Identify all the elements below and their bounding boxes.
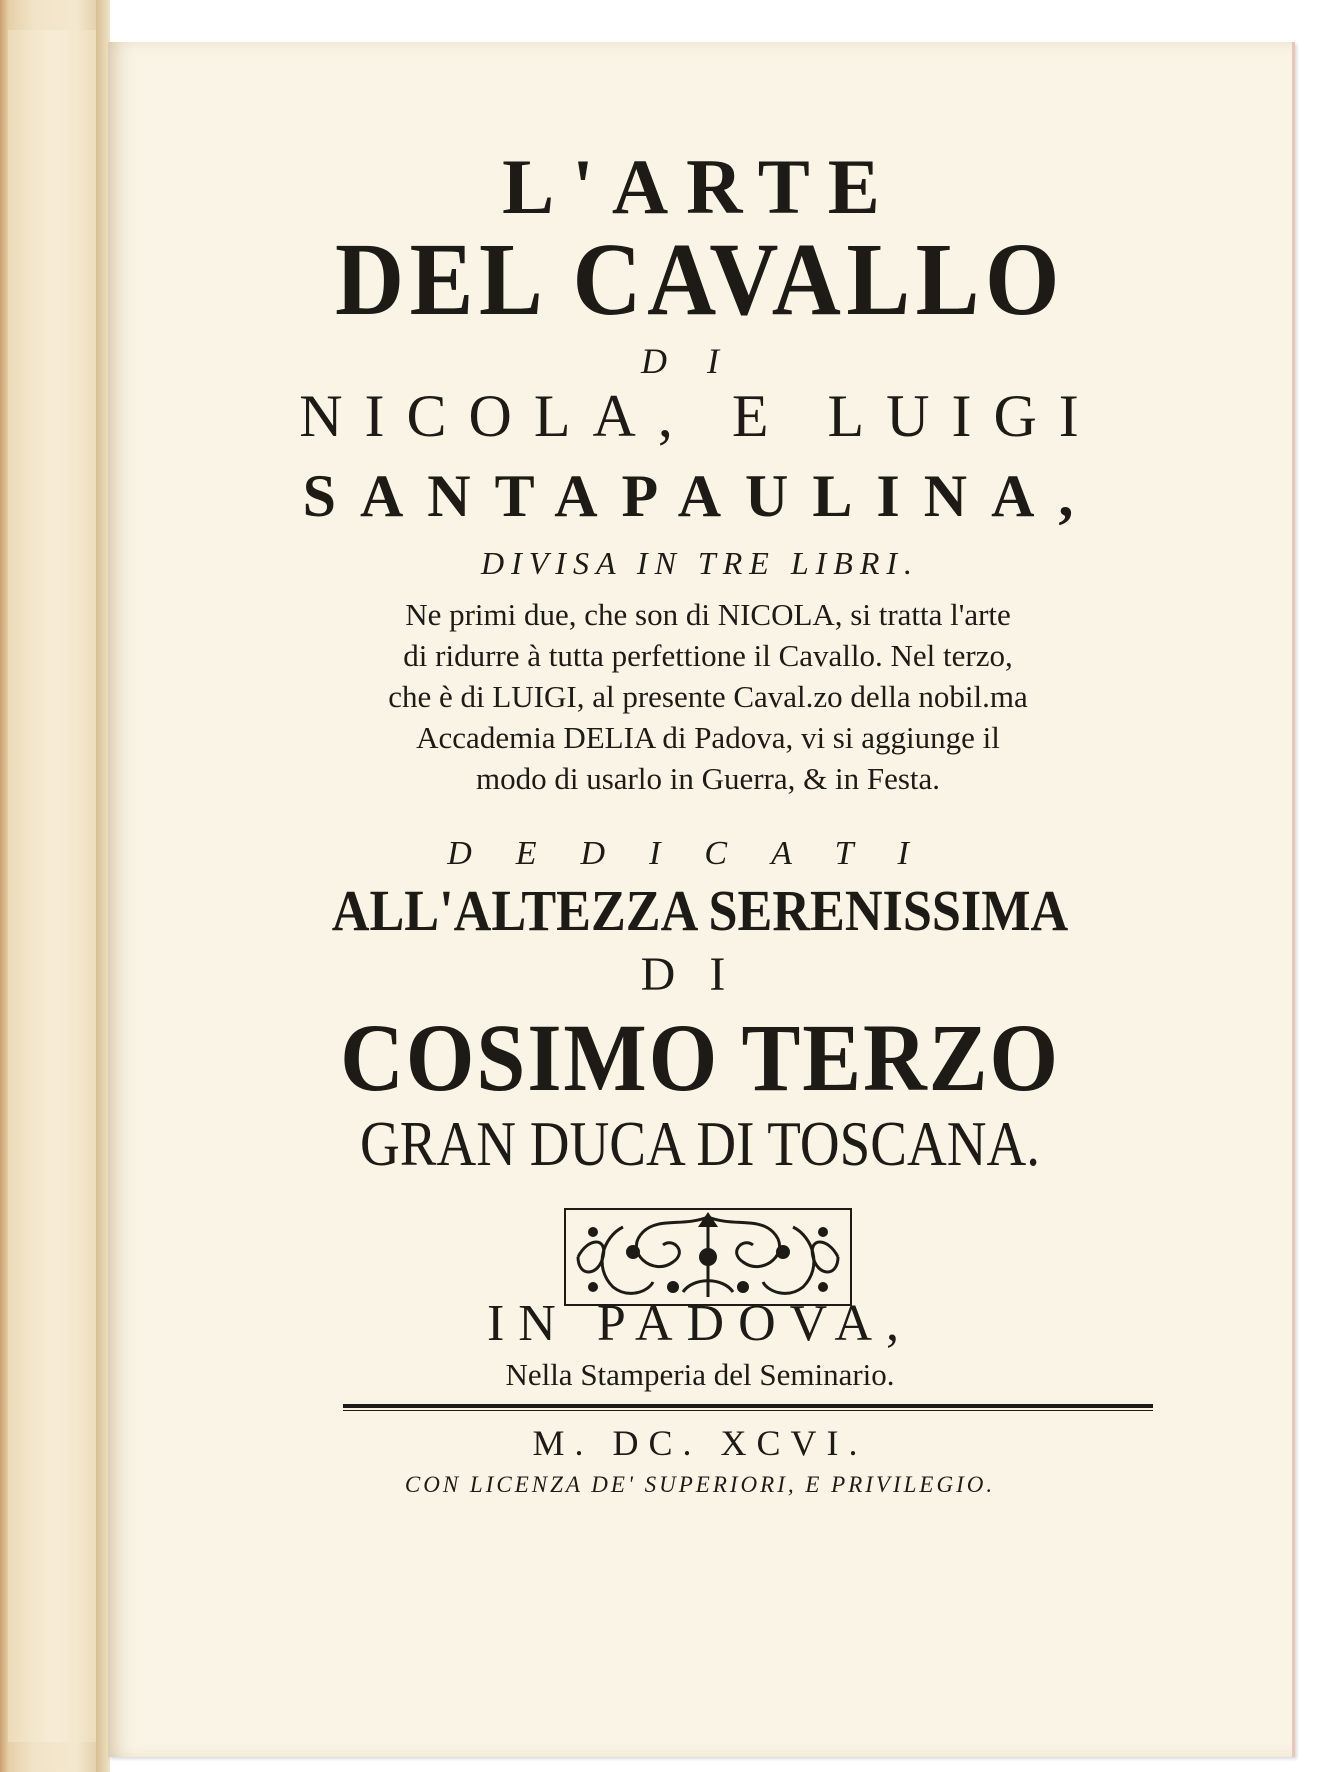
subtitle-divisa: DIVISA IN TRE LIBRI. xyxy=(480,545,920,581)
description-line: che è di LUIGI, al presente Caval.zo della nobil.ma xyxy=(388,679,1028,714)
title-line-di: DI xyxy=(641,341,759,381)
book-binding xyxy=(0,0,108,1772)
imprint-printer: Nella Stamperia del Seminario. xyxy=(505,1357,895,1392)
dedicatee-name: COSIMO TERZO xyxy=(340,1004,1060,1111)
title-page xyxy=(108,42,1295,1757)
description-line: Accademia DELIA di Padova, vi si aggiunge il xyxy=(416,720,1000,755)
description-line: modo di usarlo in Guerra, & in Festa. xyxy=(475,761,941,796)
fleuron-ornament-icon xyxy=(563,1207,853,1307)
author-names: NICOLA, E LUIGI xyxy=(299,383,1101,449)
imprint-place: IN PADOVA, xyxy=(486,1295,914,1352)
description-line: di ridurre à tutta perfettione il Cavallo. Nel terzo, xyxy=(403,638,1013,673)
title-line-larte: L'ARTE xyxy=(502,143,898,230)
description-line: Ne primi due, che son di NICOLA, si tratta l'arte xyxy=(405,597,1011,632)
author-surname: SANTAPAULINA, xyxy=(302,463,1098,529)
imprint-license: CON LICENZA DE' SUPERIORI, E PRIVILEGIO. xyxy=(404,1472,996,1497)
dedication-altezza: ALL'ALTEZZA SERENISSIMA xyxy=(331,878,1069,943)
dedication-label: DEDICATI xyxy=(447,835,953,872)
imprint-rule xyxy=(343,1404,1153,1411)
imprint-year: M. DC. XCVI. xyxy=(532,1423,868,1463)
description-paragraph xyxy=(278,594,1138,799)
dedicatee-title: GRAN DUCA DI TOSCANA. xyxy=(360,1108,1040,1179)
dedication-di: DI xyxy=(640,948,760,1001)
title-line-del-cavallo: DEL CAVALLO xyxy=(335,222,1065,337)
